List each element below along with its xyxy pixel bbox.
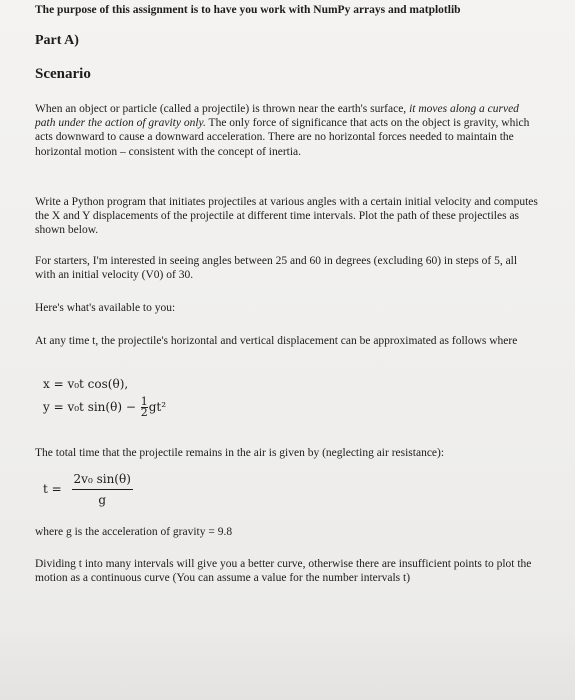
paragraph-intervals: Dividing t into many intervals will give you a better curve, otherwise there are insufficient points to plot the motion as a continuous curve (You can assume a value for the number intervals t) [35,558,532,585]
paragraph-total-time: The total time that the projectile remains in the air is given by (neglecting air resistance): [35,447,445,459]
paragraph-projectile-intro [35,102,540,159]
equation-time-fraction [72,469,133,510]
equation-y-fraction-num: 1 [140,395,148,408]
equation-time [43,469,133,510]
paragraph-program-task: Write a Python program that initiates projectiles at various angles with a certain initial velocity and computes the X and Y displacements of the projectile at different time intervals. Plot the path of these projectiles as shown below. [35,196,538,237]
paragraph-available: Here's what's available to you: [35,302,176,314]
paragraph-starter-angles: For starters, I'm interested in seeing angles between 25 and 60 in degrees (excluding 60) in steps of 5, all with an initial velocity (V0) of 30. [35,255,518,282]
paragraph-projectile-end: The only force of significance that acts on the object is gravity, which acts downward to cause a downward acceleration. There are no horizontal forces needed to maintain the horizontal motion – consistent with the concept of inertia. [35,117,530,158]
page-shadow [0,620,575,700]
paragraph-projectile-start: When an object or particle (called a projectile) is thrown near the earth's surface, [35,103,410,115]
equation-y-left: y = v₀t sin(θ) − [43,400,136,414]
equation-time-den: g [72,489,133,510]
equation-y-fraction [141,397,148,418]
equation-y [43,397,166,418]
intro-line: The purpose of this assignment is to have you work with NumPy arrays and matplotlib [35,4,461,16]
paragraph-projectile-italic: it moves along a curved path under the action of gravity only. [35,103,519,130]
equation-y-right: gt² [148,400,167,414]
equation-x: x = v₀t cos(θ), [43,377,129,391]
part-heading: Part A) [35,33,79,48]
equation-y-fraction-den: 2 [140,406,148,419]
equation-time-num: 2v₀ sin(θ) [73,472,131,486]
paragraph-displacement: At any time t, the projectile's horizontal and vertical displacement can be approximated as follows where [35,335,518,347]
equation-time-left: t = [43,482,62,496]
scenario-heading: Scenario [35,66,91,82]
paragraph-gravity: where g is the acceleration of gravity = 9.8 [35,526,233,538]
